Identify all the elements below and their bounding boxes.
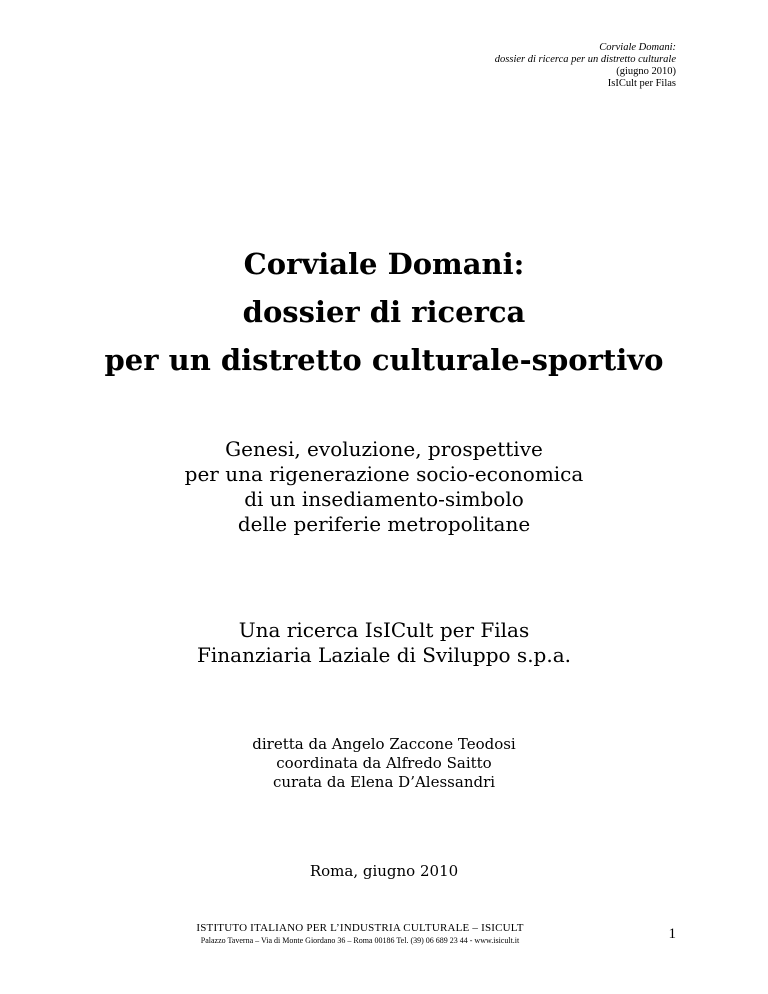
subtitle-line-1: Genesi, evoluzione, prospettive [225, 437, 543, 461]
subtitle-line-2: per una rigenerazione socio-economica [184, 462, 584, 486]
credit-coordinator: coordinata da Alfredo Saitto [276, 754, 492, 772]
title-line-2: dossier di ricerca [242, 295, 526, 329]
running-header-title: Corviale Domani: [599, 42, 676, 53]
running-header-date: (giugno 2010) [616, 66, 676, 77]
research-line-1: Una ricerca IsICult per Filas [238, 618, 530, 642]
running-header-subtitle: dossier di ricerca per un distretto culturale [494, 54, 676, 65]
running-header [495, 42, 676, 90]
subtitle-line-3: di un insediamento-simbolo [244, 487, 524, 511]
research-attribution [0, 618, 768, 668]
document-subtitle [0, 437, 768, 537]
title-line-3: per un distretto culturale-sportivo [104, 343, 664, 377]
research-line-2: Finanziaria Laziale di Sviluppo s.p.a. [196, 643, 571, 667]
running-header-author: IsICult per Filas [607, 78, 676, 89]
subtitle-line-4: delle periferie metropolitane [237, 512, 531, 536]
page-footer [130, 921, 590, 947]
footer-institute: ISTITUTO ITALIANO PER L’INDUSTRIA CULTURALE – ISICULT [196, 922, 524, 934]
credit-director: diretta da Angelo Zaccone Teodosi [252, 735, 516, 753]
credit-editor: curata da Elena D’Alessandri [272, 773, 496, 791]
page-number: 1 [668, 926, 676, 942]
document-title [0, 240, 768, 384]
credits [0, 735, 768, 792]
place-date: Roma, giugno 2010 [309, 862, 459, 880]
footer-address: Palazzo Taverna – Via di Monte Giordano 36 – Roma 00186 Tel. (39) 06 689 23 44 - www.isicult.it [200, 936, 520, 945]
title-line-1: Corviale Domani: [243, 247, 525, 281]
